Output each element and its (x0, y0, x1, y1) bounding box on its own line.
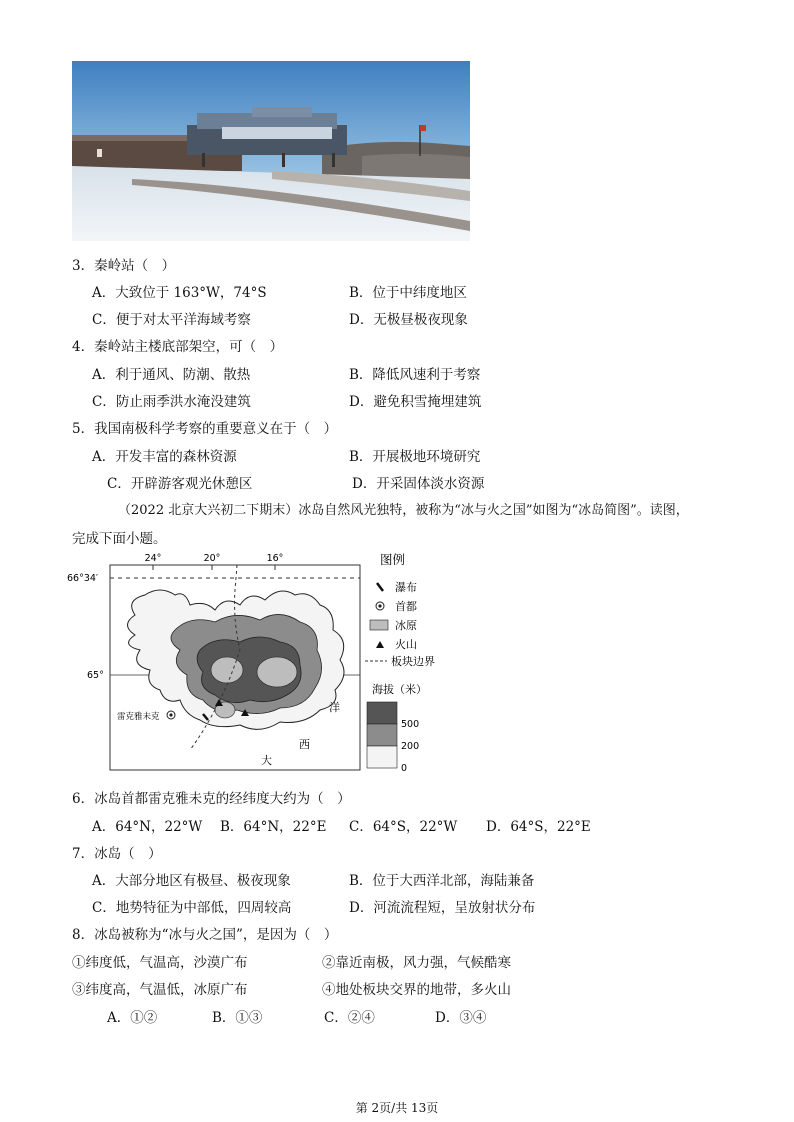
q7-option-a[interactable]: A．大部分地区有极昼、极夜现象 (92, 873, 291, 889)
q3-option-c[interactable]: C．便于对太平洋海域考察 (92, 312, 251, 328)
group-intro-line2: 完成下面小题。 (72, 531, 167, 547)
legend-icefield: 冰原 (395, 619, 417, 632)
ocean-char-da: 大 (261, 754, 272, 767)
q3-option-a[interactable]: A．大致位于 163°W，74°S (92, 285, 267, 301)
q4-option-d[interactable]: D．避免积雪掩埋建筑 (349, 394, 482, 410)
q6-option-c[interactable]: C．64°S，22°W (349, 819, 458, 835)
icefield-icon (370, 620, 388, 630)
lon-label-24: 24° (144, 553, 162, 564)
q4-option-b[interactable]: B．降低风速利于考察 (349, 367, 481, 383)
q8-statement-3: ③纬度高，气温低，冰原广布 (72, 982, 248, 998)
q7-option-d[interactable]: D．河流流程短，呈放射状分布 (349, 900, 536, 916)
q5-stem: 5．我国南极科学考察的重要意义在于（ ） (72, 421, 338, 437)
q6-option-d[interactable]: D．64°S，22°E (486, 819, 591, 835)
q8-statement-1: ①纬度低，气温高，沙漠广布 (72, 955, 248, 971)
q5-option-c[interactable]: C．开辟游客观光休憩区 (107, 476, 253, 492)
ocean-char-xi: 西 (299, 738, 310, 751)
volcano-icon (376, 641, 384, 648)
q5-option-b[interactable]: B．开展极地环境研究 (349, 449, 481, 465)
q5-option-d[interactable]: D．开采固体淡水资源 (352, 476, 485, 492)
q4-option-c[interactable]: C．防止雨季洪水淹没建筑 (92, 394, 251, 410)
q5-option-a[interactable]: A．开发丰富的森林资源 (92, 449, 237, 465)
elev-tick-0: 0 (401, 763, 408, 774)
capital-label: 雷克雅未克 (117, 712, 160, 722)
q8-option-c[interactable]: C．②④ (324, 1010, 375, 1026)
lat-label-65: 65° (87, 670, 104, 681)
q7-option-c[interactable]: C．地势特征为中部低，四周较高 (92, 900, 292, 916)
q8-option-b[interactable]: B．①③ (212, 1010, 263, 1026)
elev-tick-500: 500 (401, 719, 420, 730)
q6-stem: 6．冰岛首都雷克雅未克的经纬度大约为（ ） (72, 791, 351, 807)
lon-label-20: 20° (203, 553, 221, 564)
q8-stem: 8．冰岛被称为“冰与火之国”，是因为（ ） (72, 927, 338, 943)
q8-option-a[interactable]: A．①② (107, 1010, 158, 1026)
q3-option-d[interactable]: D．无极昼极夜现象 (349, 312, 468, 328)
ocean-char-yang: 洋 (329, 701, 340, 714)
legend-title: 图例 (380, 552, 406, 567)
q6-option-a[interactable]: A．64°N，22°W (92, 819, 203, 835)
waterfall-icon (377, 583, 383, 591)
lat-label-arctic: 66°34′ (67, 573, 99, 584)
q3-stem: 3．秦岭站（ ） (72, 258, 176, 274)
q6-option-b[interactable]: B．64°N，22°E (220, 819, 327, 835)
q7-stem: 7．冰岛（ ） (72, 846, 162, 862)
q8-option-d[interactable]: D．③④ (435, 1010, 487, 1026)
lon-label-16: 16° (266, 553, 284, 564)
page-footer: 第 2页/共 13页 (355, 1101, 439, 1115)
q8-statement-2: ②靠近南极，风力强，气候酷寒 (322, 955, 511, 971)
elevation-title: 海拔（米） (372, 683, 427, 696)
legend-waterfall: 瀑布 (395, 581, 417, 594)
elev-tick-200: 200 (401, 741, 420, 752)
legend-capital: 首都 (395, 600, 417, 613)
legend-volcano: 火山 (395, 638, 417, 651)
station-photo (72, 61, 470, 241)
legend-plate-boundary: 板块边界 (391, 655, 435, 668)
group-intro-line1: （2022 北京大兴初二下期末）冰岛自然风光独特，被称为“冰与火之国”如图为“冰岛简图”。读图， (118, 503, 689, 518)
q8-statement-4: ④地处板块交界的地带，多火山 (322, 982, 511, 998)
q4-stem: 4．秦岭站主楼底部架空，可（ ） (72, 339, 284, 355)
q3-option-b[interactable]: B．位于中纬度地区 (349, 285, 467, 301)
q4-option-a[interactable]: A．利于通风、防潮、散热 (92, 367, 251, 383)
q7-option-b[interactable]: B．位于大西洋北部，海陆兼备 (349, 873, 535, 889)
iceland-map (65, 550, 460, 775)
